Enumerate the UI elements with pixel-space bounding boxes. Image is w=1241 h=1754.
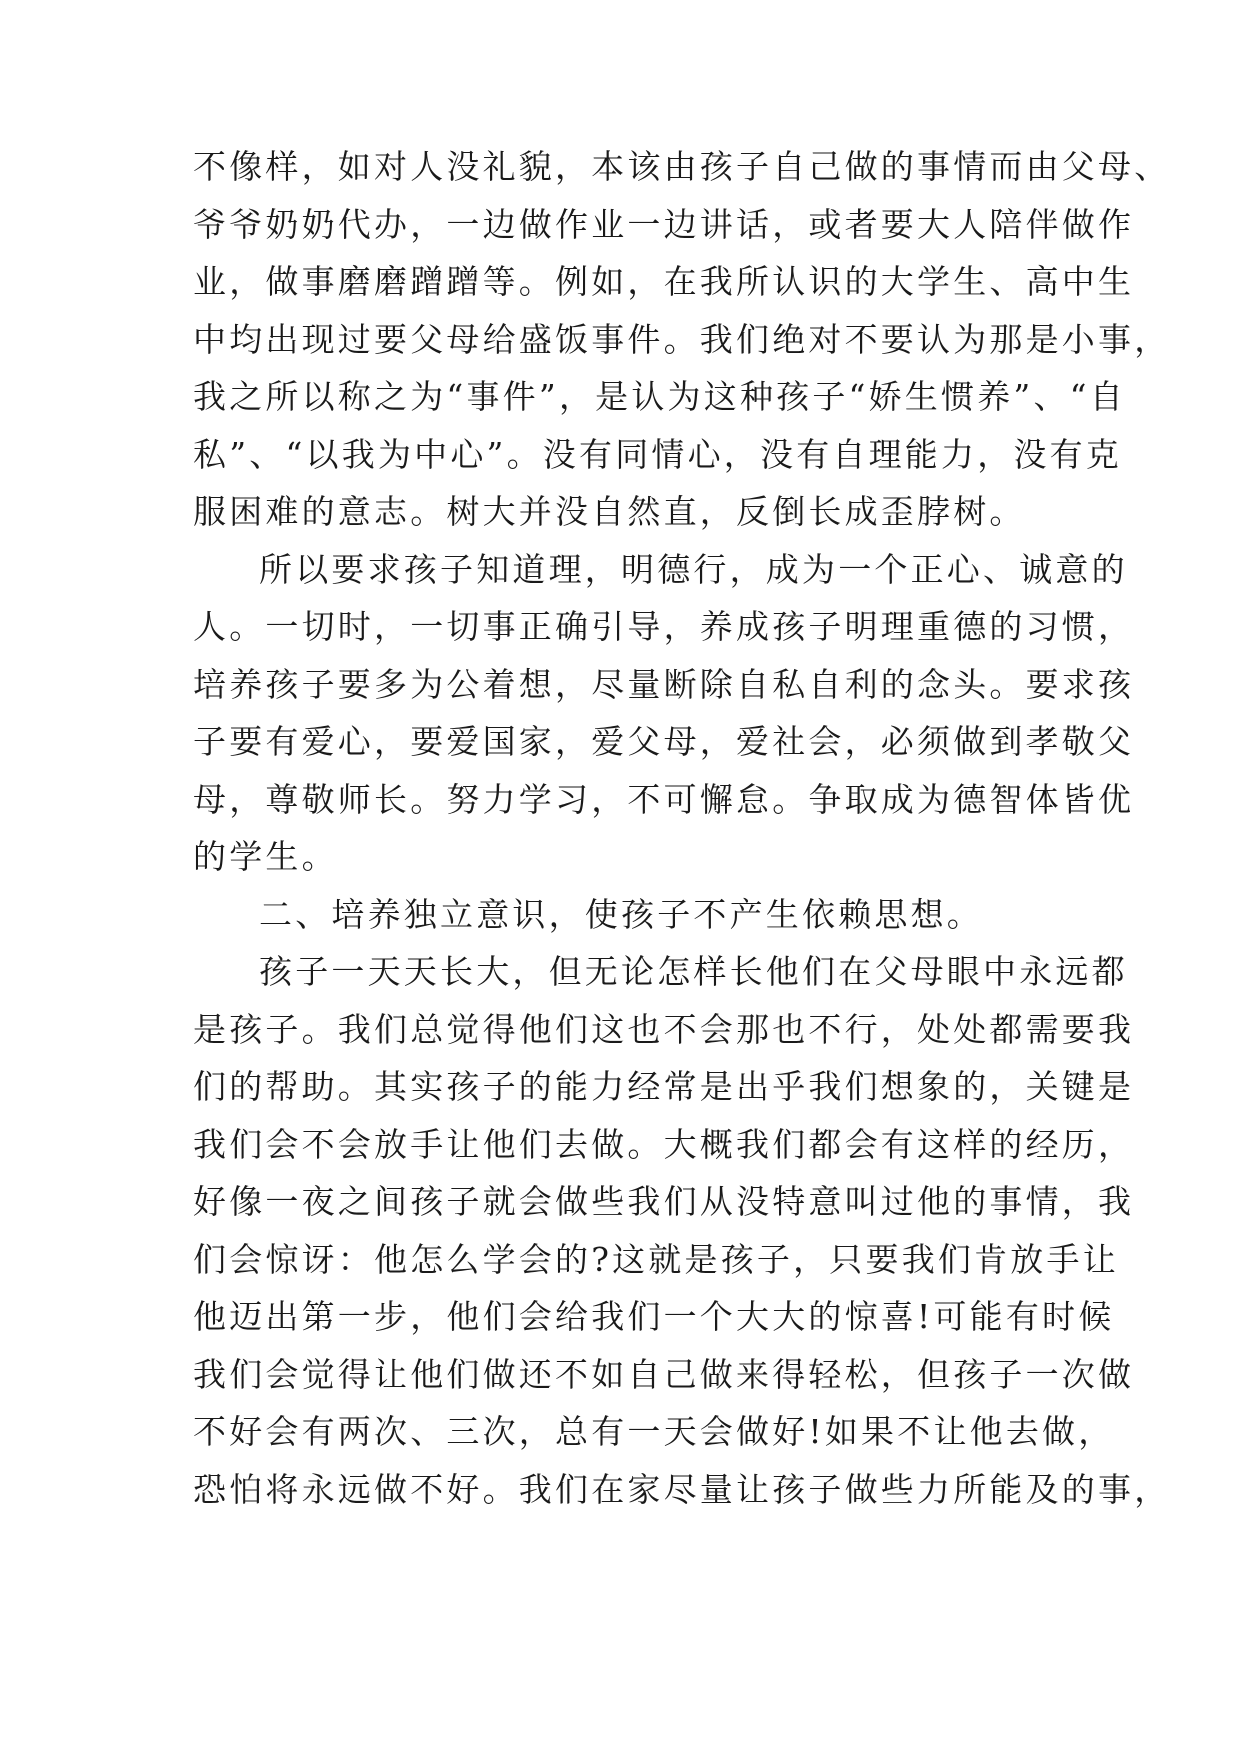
text-line: 子要有爱心，要爱国家，爱父母，爱社会，必须做到孝敬父 — [193, 722, 1135, 761]
text-line: 是孩子。我们总觉得他们这也不会那也不行，处处都需要我 — [193, 1009, 1135, 1049]
section-heading: 二、培养独立意识，使孩子不产生依赖思想。 — [259, 894, 983, 934]
text-line: 我之所以称之为“事件”，是认为这种孩子“娇生惯养”、“自 — [193, 377, 1126, 416]
text-line: 培养孩子要多为公着想，尽量断除自私自利的念头。要求孩 — [193, 664, 1135, 704]
text-line: 们会惊讶：他怎么学会的?这就是孩子，只要我们肯放手让 — [193, 1239, 1119, 1279]
text-line: 不好会有两次、三次，总有一天会做好!如果不让他去做， — [193, 1412, 1115, 1451]
text-line: 的学生。 — [193, 837, 338, 876]
text-line: 爷爷奶奶代办，一边做作业一边讲话，或者要大人陪伴做作 — [193, 204, 1135, 244]
text-line: 我们会不会放手让他们去做。大概我们都会有这样的经历， — [193, 1124, 1135, 1164]
text-line: 他迈出第一步，他们会给我们一个大大的惊喜!可能有时候 — [193, 1297, 1115, 1336]
paragraph-first-line: 孩子一天天长大，但无论怎样长他们在父母眼中永远都 — [259, 952, 1128, 991]
document-body — [193, 138, 1171, 1518]
text-line: 不像样，如对人没礼貌，本该由孩子自己做的事情而由父母、 — [193, 147, 1171, 186]
text-line: 母，尊敬师长。努力学习，不可懈怠。争取成为德智体皆优 — [193, 779, 1135, 819]
text-line: 们的帮助。其实孩子的能力经常是出乎我们想象的，关键是 — [193, 1067, 1135, 1106]
text-line: 人。一切时，一切事正确引导，养成孩子明理重德的习惯， — [193, 607, 1135, 646]
text-line: 好像一夜之间孩子就会做些我们从没特意叫过他的事情，我 — [193, 1182, 1135, 1221]
text-line: 恐怕将永远做不好。我们在家尽量让孩子做些力所能及的事， — [193, 1469, 1171, 1509]
text-line: 私”、“以我为中心”。没有同情心，没有自理能力，没有克 — [193, 434, 1123, 474]
paragraph-first-line: 所以要求孩子知道理，明德行，成为一个正心、诚意的 — [259, 549, 1128, 589]
text-line: 业，做事磨磨蹭蹭等。例如，在我所认识的大学生、高中生 — [193, 262, 1135, 301]
text-line: 中均出现过要父母给盛饭事件。我们绝对不要认为那是小事， — [193, 319, 1171, 359]
text-line: 服困难的意志。树大并没自然直，反倒长成歪脖树。 — [193, 492, 1026, 531]
text-line: 我们会觉得让他们做还不如自己做来得轻松，但孩子一次做 — [193, 1354, 1135, 1394]
